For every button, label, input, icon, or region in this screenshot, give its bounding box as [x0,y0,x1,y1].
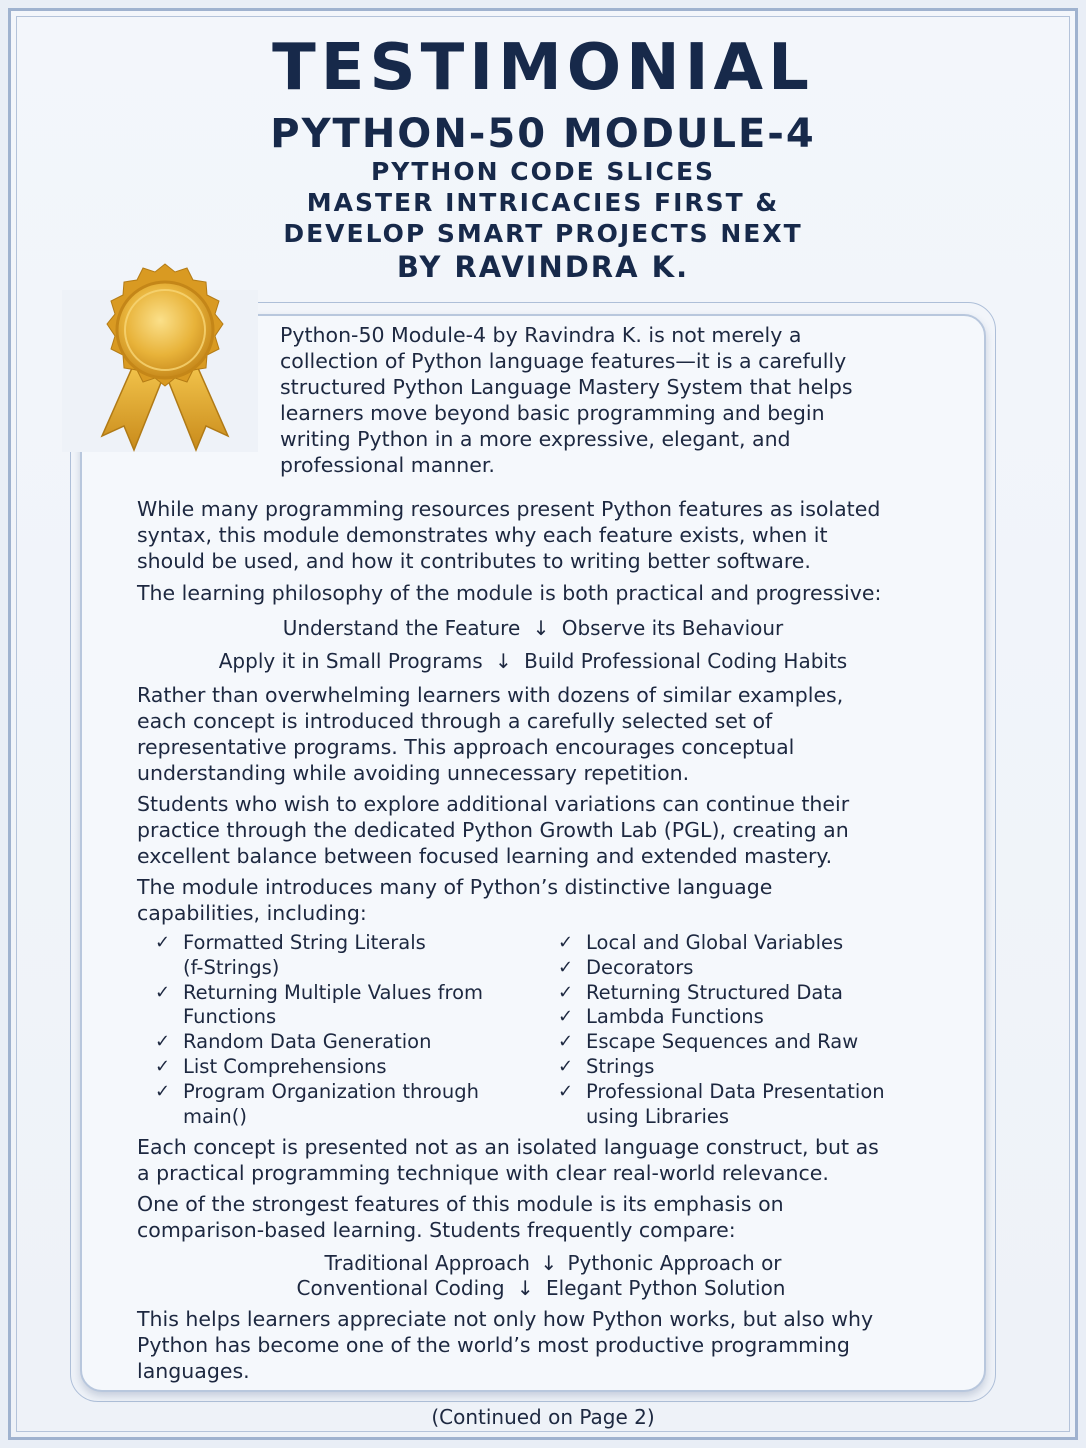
paragraph-line: excellent balance between focused learning and extended mastery. [137,844,833,868]
paragraph-line: This helps learners appreciate not only how Python works, but also why [137,1307,874,1331]
feature-label: Professional Data Presentation [586,1079,885,1103]
list-item [155,981,535,1031]
checkmark-icon: ✓ [558,1006,574,1028]
students-paragraph [137,791,937,869]
paragraph-line: Python has become one of the world’s most productive programming [137,1333,850,1357]
flow-step: Apply it in Small Programs [218,649,483,673]
compare-item: Elegant Python Solution [546,1276,786,1300]
list-item [558,1005,958,1030]
medal-icon [80,258,250,458]
intro-line: Python-50 Module-4 by Ravindra K. is not merely a [280,323,802,347]
subtitle-line-2: MASTER INTRICACIES FIRST & [306,188,780,217]
strongest-paragraph [137,1191,937,1243]
subtitle-line-1: PYTHON CODE SLICES [370,157,716,186]
feature-label: (f-Strings) [183,955,280,979]
down-arrow-icon: ↓ [495,649,512,673]
feature-label: Program Organization through [183,1079,479,1103]
checkmark-icon: ✓ [155,932,171,953]
paragraph-line: syntax, this module demonstrates why each feature exists, when it [137,523,828,547]
feature-label: Formatted String Literals [183,931,426,954]
paragraph-line: One of the strongest features of this module is its emphasis on [137,1192,784,1216]
paragraph-line: Students who wish to explore additional variations can continue their [137,792,850,816]
list-item [155,1030,535,1055]
feature-label: Random Data Generation [183,1030,432,1054]
feature-label: main() [183,1104,247,1128]
paragraph-line: capabilities, including: [137,901,367,925]
feature-label: Local and Global Variables [586,931,844,954]
list-item [558,981,958,1006]
module-title: PYTHON-50 MODULE-4 [270,111,816,157]
intro-paragraph [280,322,960,478]
flow-step: Understand the Feature [282,616,521,640]
learning-flow-1 [80,615,986,641]
paragraph-line: understanding while avoiding unnecessary repetition. [137,761,690,785]
feature-label: Escape Sequences and Raw [586,1030,859,1054]
down-arrow-icon: ↓ [532,616,550,640]
checkmark-icon: ✓ [558,932,574,953]
list-item [155,1080,535,1130]
checkmark-icon: ✓ [558,1055,574,1077]
features-list-right [558,931,958,1129]
feature-label: List Comprehensions [183,1054,387,1078]
paragraph-line: The module introduces many of Python’s distinctive language [137,875,773,899]
intro-line: collection of Python language features—it is a carefully [280,349,847,373]
paragraph-line: comparison-based learning. Students frequently compare: [137,1218,736,1242]
down-arrow-icon: ↓ [540,1251,558,1275]
checkmark-icon: ✓ [155,1080,171,1102]
features-list-left [155,931,535,1129]
continued-note: (Continued on Page 2) [431,1405,655,1429]
checkmark-icon: ✓ [558,956,574,978]
page-title: TESTIMONIAL [272,31,814,105]
paragraph-line: languages. [137,1359,250,1383]
checkmark-icon: ✓ [155,981,171,1003]
paragraph-line: representative programs. This approach encourages conceptual [137,735,795,759]
compare-item: Traditional Approach [324,1251,530,1275]
intro-line: learners move beyond basic programming and begin [280,401,825,425]
list-item [558,1055,958,1080]
paragraph-line: should be used, and how it contributes to writing better software. [137,549,811,573]
compare-item: Conventional Coding [296,1276,505,1300]
list-item [558,956,958,981]
subtitle-line-3: DEVELOP SMART PROJECTS NEXT [283,219,803,248]
checkmark-icon: ✓ [558,1031,574,1053]
feature-label: Returning Multiple Values from [183,980,484,1004]
rather-paragraph [137,682,937,786]
learning-flow-2 [80,648,986,674]
helps-paragraph [137,1306,937,1384]
philosophy-paragraph: The learning philosophy of the module is both practical and progressive: [137,581,882,605]
intro-line: writing Python in a more expressive, elegant, and [280,427,791,451]
author-line: BY RAVINDRA K. [396,250,690,284]
list-item [155,1055,535,1080]
paragraph-line: Each concept is presented not as an isolated language construct, but as [137,1135,879,1159]
checkmark-icon: ✓ [558,1080,574,1102]
introduces-paragraph [137,874,937,926]
checkmark-icon: ✓ [155,1055,171,1077]
header [0,30,1086,285]
compare-item: Pythonic Approach or [567,1251,782,1275]
feature-label: using Libraries [586,1104,730,1128]
list-item [558,931,958,956]
feature-label: Decorators [586,955,694,979]
feature-label: Strings [586,1054,655,1078]
list-item [155,931,535,981]
checkmark-icon: ✓ [558,981,574,1003]
paragraph-line: Rather than overwhelming learners with dozens of similar examples, [137,683,844,707]
down-arrow-icon: ↓ [516,1276,534,1300]
paragraph-line: each concept is introduced through a carefully selected set of [137,709,773,733]
flow-step: Observe its Behaviour [561,616,784,640]
flow-step: Build Professional Coding Habits [524,649,848,673]
feature-label: Functions [183,1005,277,1029]
paragraph-line: practice through the dedicated Python Growth Lab (PGL), creating an [137,818,849,842]
list-item [558,1080,958,1130]
intro-line: structured Python Language Mastery System that helps [280,375,853,399]
intro-line: professional manner. [280,453,495,477]
isolated-syntax-paragraph [137,496,937,574]
compare-line-1 [100,1250,1006,1276]
feature-label: Lambda Functions [586,1005,764,1029]
list-item [558,1030,958,1055]
checkmark-icon: ✓ [155,1031,171,1053]
compare-line-2 [88,1275,994,1301]
paragraph-line: While many programming resources present Python features as isolated [137,497,881,521]
each-concept-paragraph [137,1134,937,1186]
feature-label: Returning Structured Data [586,980,843,1004]
paragraph-line: a practical programming technique with clear real-world relevance. [137,1161,829,1185]
